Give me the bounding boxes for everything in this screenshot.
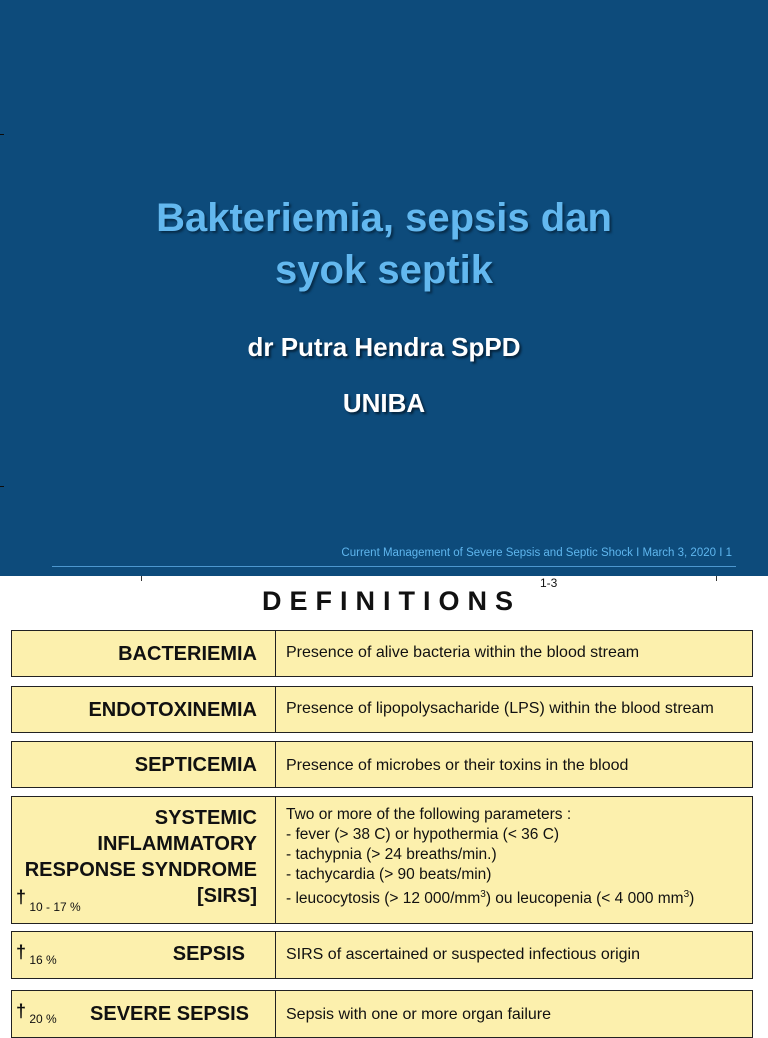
slide-title bbox=[84, 192, 684, 296]
term-cell-bacteriemia bbox=[11, 630, 276, 677]
slide-footer: Current Management of Severe Sepsis and Septic Shock I March 3, 2020 I 1 bbox=[341, 547, 732, 559]
crop-mark bbox=[141, 576, 142, 581]
criteria-item: - fever (> 38 C) or hypothermia (< 36 C) bbox=[286, 826, 560, 843]
term-label: SEPSIS bbox=[172, 943, 245, 965]
definition-text: Sepsis with one or more organ failure bbox=[286, 1006, 552, 1023]
term-line: RESPONSE SYNDROME bbox=[24, 859, 257, 881]
criteria-text: ) ou leucopenia (< 4 000 mm bbox=[485, 890, 684, 908]
term-line: INFLAMMATORY bbox=[97, 833, 257, 855]
term-label: SEVERE SEPSIS bbox=[90, 1003, 249, 1025]
footer-divider bbox=[52, 566, 736, 567]
definition-cell-sepsis bbox=[275, 931, 753, 979]
term-cell-severe-sepsis bbox=[11, 990, 276, 1038]
mortality-rate bbox=[16, 942, 57, 967]
dagger-icon: † bbox=[16, 942, 27, 962]
definitions-title: DEFINITIONS bbox=[262, 586, 522, 616]
criteria-item: - tachycardia (> 90 beats/min) bbox=[286, 866, 492, 883]
slide-title-line-2: syok septik bbox=[275, 248, 493, 292]
definition-cell-severe-sepsis bbox=[275, 990, 753, 1038]
definition-cell-endotoxinemia bbox=[275, 686, 753, 733]
mortality-rate bbox=[16, 1001, 57, 1026]
author-name: dr Putra Hendra SpPD bbox=[247, 332, 521, 362]
term-label: SEPTICEMIA bbox=[134, 754, 257, 776]
term-line: SYSTEMIC bbox=[154, 807, 257, 829]
dagger-icon: † bbox=[16, 1001, 27, 1021]
term-line: [SIRS] bbox=[197, 885, 257, 907]
organization: UNIBA bbox=[342, 388, 426, 418]
mortality-value: 10 - 17 % bbox=[29, 900, 81, 914]
definitions-slide bbox=[0, 576, 768, 1024]
term-label: BACTERIEMIA bbox=[118, 643, 257, 665]
definition-cell-bacteriemia bbox=[275, 630, 753, 677]
term-label: ENDOTOXINEMIA bbox=[88, 699, 257, 721]
definition-text: Presence of lipopolysacharide (LPS) within the blood stream bbox=[286, 700, 714, 717]
reference-superscript: 1-3 bbox=[540, 576, 558, 590]
edge-mark bbox=[0, 134, 4, 135]
criteria-text: ) bbox=[689, 890, 695, 908]
crop-mark bbox=[716, 576, 717, 581]
definition-text: SIRS of ascertained or suspected infectious origin bbox=[286, 946, 640, 963]
criteria-item bbox=[286, 885, 694, 909]
term-cell-septicemia bbox=[11, 741, 276, 788]
term-cell-endotoxinemia bbox=[11, 686, 276, 733]
dagger-icon: † bbox=[16, 887, 27, 907]
edge-mark bbox=[0, 486, 4, 487]
criteria-item: - tachypnia (> 24 breaths/min.) bbox=[286, 846, 497, 863]
definition-cell-sirs bbox=[275, 796, 753, 924]
superscript: 3 bbox=[683, 889, 690, 900]
term-cell-sirs bbox=[11, 796, 276, 924]
criteria-intro: Two or more of the following parameters : bbox=[286, 806, 572, 823]
criteria-text: - leucocytosis (> 12 000/mm bbox=[286, 890, 481, 908]
term-cell-sepsis bbox=[11, 931, 276, 979]
superscript: 3 bbox=[480, 889, 486, 900]
definition-text: Presence of alive bacteria within the blood stream bbox=[286, 644, 640, 661]
sirs-criteria bbox=[286, 805, 694, 909]
mortality-value: 16 % bbox=[29, 953, 57, 967]
mortality-value: 20 % bbox=[29, 1012, 57, 1026]
definition-text: Presence of microbes or their toxins in the blood bbox=[286, 757, 629, 774]
slide-title-line-1: Bakteriemia, sepsis dan bbox=[156, 196, 612, 240]
mortality-rate bbox=[16, 887, 81, 914]
definition-cell-septicemia bbox=[275, 741, 753, 788]
